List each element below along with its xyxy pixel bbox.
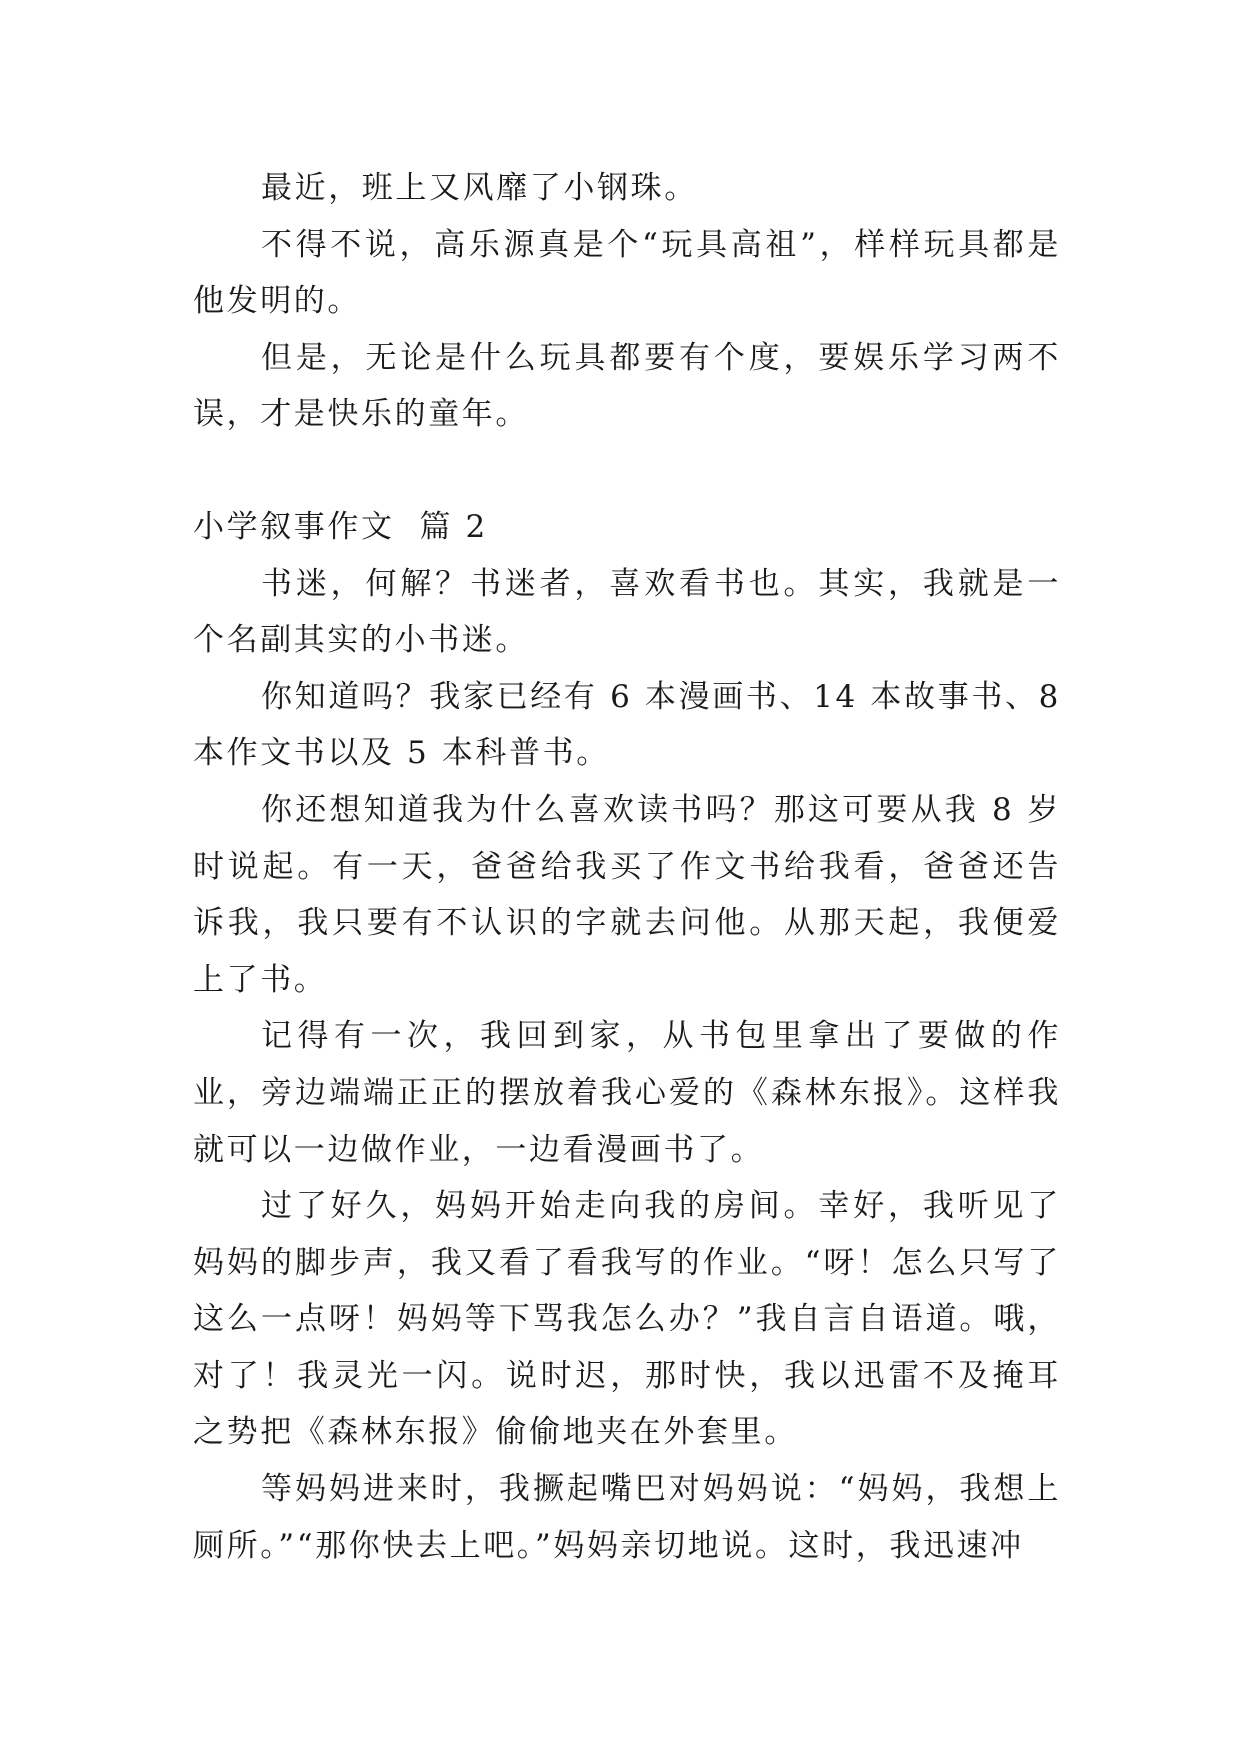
paragraph: 你知道吗？我家已经有 6 本漫画书、14 本故事书、8 本作文书以及 5 本科普书。: [193, 678, 1061, 772]
paragraph: 不得不说，高乐源真是个“玩具高祖”，样样玩具都是他发明的。: [193, 226, 1061, 320]
document-body: [193, 160, 1061, 1574]
paragraph: 但是，无论是什么玩具都要有个度，要娱乐学习两不误，才是快乐的童年。: [193, 339, 1061, 433]
paragraph: 等妈妈进来时，我撅起嘴巴对妈妈说：“妈妈，我想上厕所。”“那你快去上吧。”妈妈亲切地说。这时，我迅速冲: [193, 1471, 1061, 1564]
paragraph: 你还想知道我为什么喜欢读书吗？那这可要从我 8 岁时说起。有一天，爸爸给我买了作文书给我看，爸爸还告诉我，我只要有不认识的字就去问他。从那天起，我便爱上了书。: [193, 791, 1061, 998]
paragraph: 记得有一次，我回到家，从书包里拿出了要做的作业，旁边端端正正的摆放着我心爱的《森林东报》。这样我就可以一边做作业，一边看漫画书了。: [193, 1018, 1061, 1168]
section-heading: 小学叙事作文 篇 2: [193, 508, 488, 545]
paragraph: 最近，班上又风靡了小钢珠。: [261, 170, 698, 206]
paragraph: 过了好久，妈妈开始走向我的房间。幸好，我听见了妈妈的脚步声，我又看了看我写的作业。“呀！怎么只写了这么一点呀！妈妈等下骂我怎么办？”我自言自语道。哦，对了！我灵光一闪。说时迟，那时快，我以迅雷不及掩耳之势把《森林东报》偷偷地夹在外套里。: [193, 1188, 1061, 1451]
paragraph: 书迷，何解？书迷者，喜欢看书也。其实，我就是一个名副其实的小书迷。: [193, 565, 1061, 659]
